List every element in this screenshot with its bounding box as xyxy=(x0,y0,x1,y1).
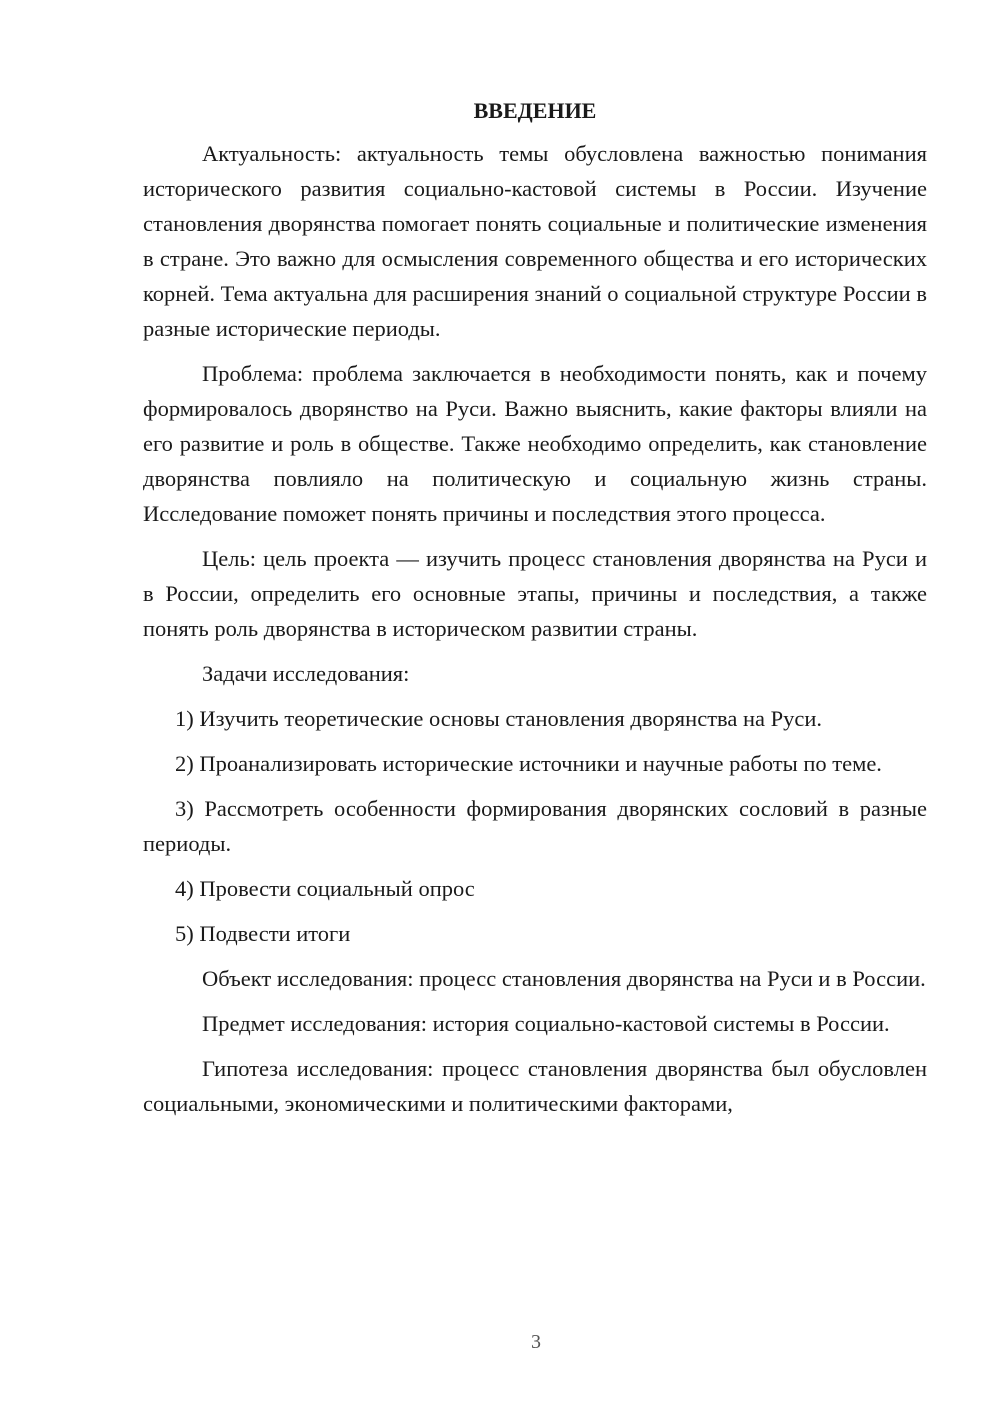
document-page xyxy=(143,96,927,1131)
goal-paragraph: Цель: цель проекта — изучить процесс становления дворянства на Руси и в России, определить его основные этапы, причины и последствия, а также понять роль дворянства в историческом развитии страны. xyxy=(143,546,927,641)
subject-paragraph: Предмет исследования: история социально-кастовой системы в России. xyxy=(202,1011,890,1036)
tasks-list xyxy=(143,701,927,951)
page-number: 3 xyxy=(531,1331,541,1353)
hypothesis-paragraph: Гипотеза исследования: процесс становления дворянства был обусловлен социальными, экономическими и политическими факторами, xyxy=(143,1056,927,1116)
relevance-paragraph: Актуальность: актуальность темы обусловлена важностью понимания исторического развития социально-кастовой системы в России. Изучение становления дворянства помогает понять социальные и политические изменения в стране. Это важно для осмысления современного общества и его исторических корней. Тема актуальна для расширения знаний о социальной структуре России в разные исторические периоды. xyxy=(143,141,927,341)
page-title: ВВЕДЕНИЕ xyxy=(473,98,597,123)
list-item: 4) Провести социальный опрос xyxy=(175,876,475,901)
list-item: 5) Подвести итоги xyxy=(175,921,351,946)
tasks-heading: Задачи исследования: xyxy=(202,661,410,686)
list-item: 2) Проанализировать исторические источники и научные работы по теме. xyxy=(175,751,882,776)
problem-paragraph: Проблема: проблема заключается в необходимости понять, как и почему формировалось дворянство на Руси. Важно выяснить, какие факторы влияли на его развитие и роль в обществе. Также необходимо определить, как становление дворянства повлияло на политическую и социальную жизнь страны. Исследование поможет понять причины и последствия этого процесса. xyxy=(143,361,927,526)
list-item: 3) Рассмотреть особенности формирования дворянских сословий в разные периоды. xyxy=(143,796,927,856)
list-item: 1) Изучить теоретические основы становления дворянства на Руси. xyxy=(175,706,823,731)
object-paragraph: Объект исследования: процесс становления дворянства на Руси и в России. xyxy=(202,966,926,991)
